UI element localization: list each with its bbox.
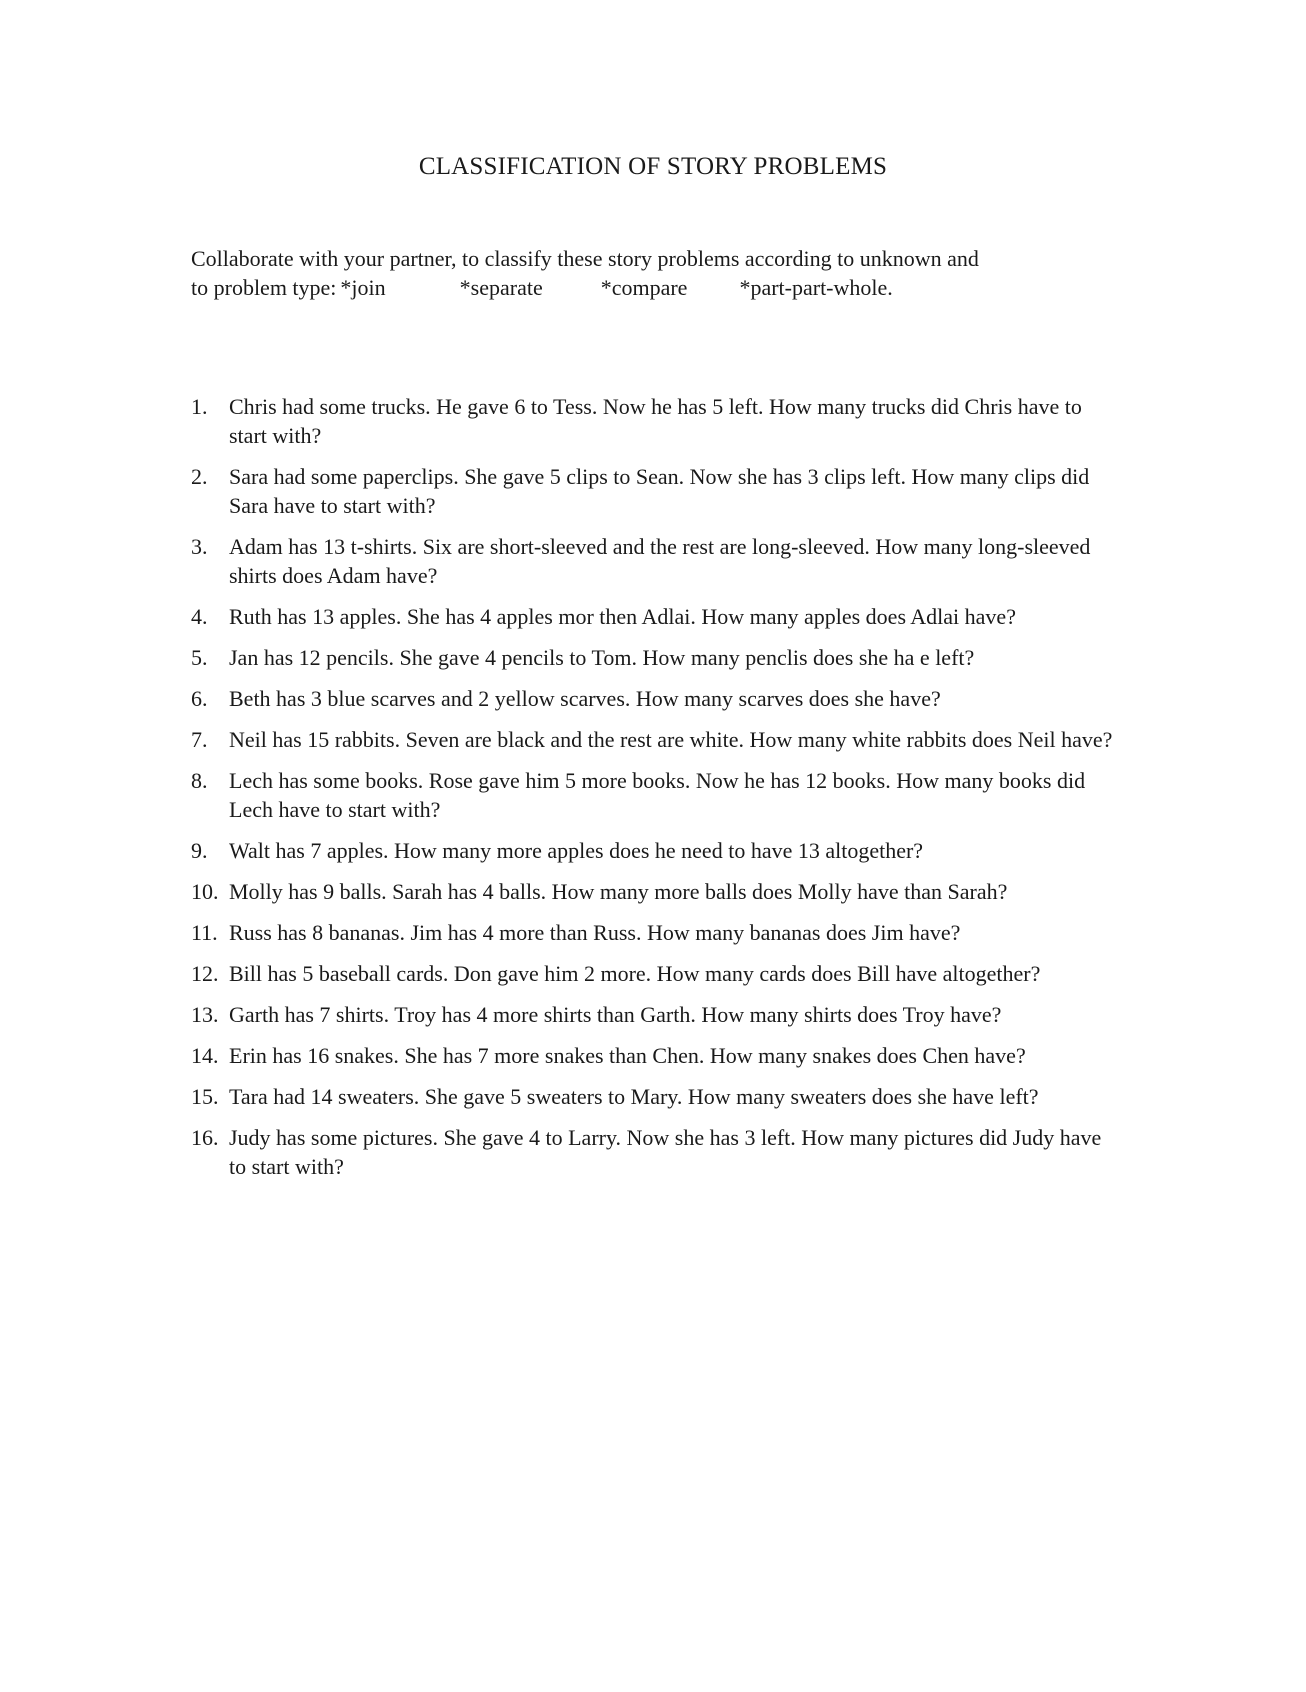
instructions-line-2 [191,273,1131,302]
problem-text: Jan has 12 pencils. She gave 4 pencils to Tom. How many penclis does she ha e left? [229,645,975,670]
problem-number: 12. [191,961,219,986]
problem-number: 11. [191,920,218,945]
problem-text: Russ has 8 bananas. Jim has 4 more than Russ. How many bananas does Jim have? [229,920,961,945]
problem-number: 4. [191,604,208,629]
problem-text: Adam has 13 t-shirts. Six are short-sleeved and the rest are long-sleeved. How many long-sleeved shirts does Adam have? [229,534,1091,588]
problem-number: 16. [191,1125,219,1150]
problem-item [191,1082,1121,1111]
problem-text: Garth has 7 shirts. Troy has 4 more shirts than Garth. How many shirts does Troy have? [229,1002,1002,1027]
problem-item [191,602,1121,631]
problem-text: Molly has 9 balls. Sarah has 4 balls. How many more balls does Molly have than Sarah? [229,879,1008,904]
problem-item [191,392,1121,450]
problem-number: 10. [191,879,219,904]
problem-item [191,959,1121,988]
problem-text: Walt has 7 apples. How many more apples does he need to have 13 altogether? [229,838,924,863]
problem-number: 15. [191,1084,219,1109]
problem-text: Lech has some books. Rose gave him 5 more books. Now he has 12 books. How many books did Lech have to start with? [229,768,1086,822]
problem-number: 7. [191,727,208,752]
problem-number: 5. [191,645,208,670]
instructions [191,244,1131,302]
problem-text: Sara had some paperclips. She gave 5 clips to Sean. Now she has 3 clips left. How many clips did Sara have to start with? [229,464,1090,518]
problem-item [191,836,1121,865]
problem-item [191,766,1121,824]
problem-number: 3. [191,534,208,559]
problem-number: 8. [191,768,208,793]
problem-item [191,1123,1121,1181]
document-title: CLASSIFICATION OF STORY PROBLEMS [418,153,888,180]
problem-text: Erin has 16 snakes. She has 7 more snakes than Chen. How many snakes does Chen have? [229,1043,1026,1068]
problem-number: 1. [191,394,208,419]
problem-number: 6. [191,686,208,711]
problem-item [191,1041,1121,1070]
instructions-line-1: Collaborate with your partner, to classify these story problems according to unknown and [191,246,979,271]
problem-number: 9. [191,838,208,863]
problem-text: Ruth has 13 apples. She has 4 apples mor then Adlai. How many apples does Adlai have? [229,604,1016,629]
problem-text: Chris had some trucks. He gave 6 to Tess. Now he has 5 left. How many trucks did Chris have to start with? [229,394,1082,448]
problem-text: Judy has some pictures. She gave 4 to Larry. Now she has 3 left. How many pictures did Judy have to start with? [229,1125,1102,1179]
problem-item [191,725,1121,754]
problem-text: Bill has 5 baseball cards. Don gave him 2 more. How many cards does Bill have altogether? [229,961,1041,986]
problem-text: Tara had 14 sweaters. She gave 5 sweaters to Mary. How many sweaters does she have left? [229,1084,1039,1109]
problem-text: Beth has 3 blue scarves and 2 yellow scarves. How many scarves does she have? [229,686,941,711]
problem-type-separate: *separate [459,275,543,300]
problem-item [191,1000,1121,1029]
problem-number: 14. [191,1043,219,1068]
problem-item [191,918,1121,947]
problem-item [191,532,1121,590]
problem-text: Neil has 15 rabbits. Seven are black and the rest are white. How many white rabbits does Neil have? [229,727,1113,752]
problem-item [191,643,1121,672]
problem-item [191,684,1121,713]
problem-type-part-part-whole: *part-part-whole. [739,275,893,300]
problem-type-compare: *compare [600,275,688,300]
problem-type-label: to problem type: [191,275,337,300]
problem-item [191,462,1121,520]
problem-item [191,877,1121,906]
problem-list [191,392,1121,1193]
problem-number: 13. [191,1002,219,1027]
problem-type-join: *join [340,275,386,300]
problem-number: 2. [191,464,208,489]
